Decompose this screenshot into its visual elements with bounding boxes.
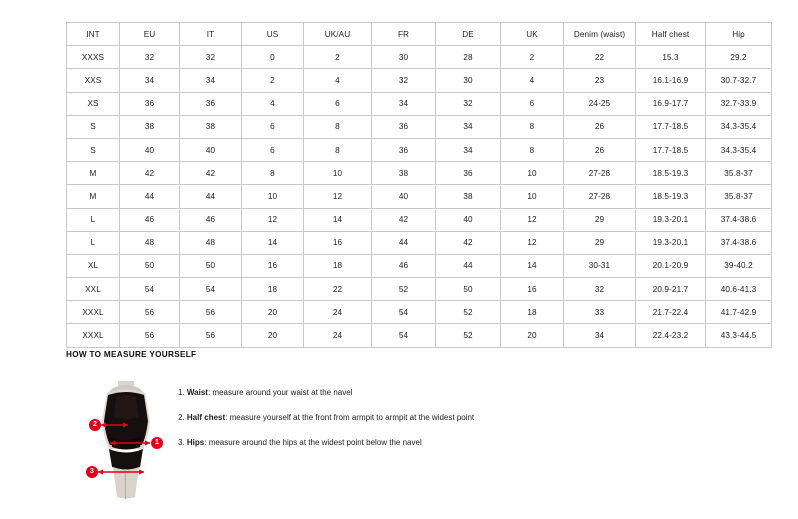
table-body (67, 46, 772, 347)
step-text-hips: : measure around the hips at the widest point below the navel (204, 438, 422, 447)
cell-hip: 37.4-38.6 (706, 231, 772, 254)
cell-it: 50 (180, 254, 242, 277)
table-header-row (67, 23, 772, 46)
cell-int: S (67, 115, 120, 138)
cell-fr: 46 (372, 254, 436, 277)
step-term-half-chest: Half chest (186, 413, 226, 422)
cell-de: 38 (436, 185, 501, 208)
cell-de: 40 (436, 208, 501, 231)
cell-eu: 44 (120, 185, 180, 208)
cell-uk: 10 (501, 162, 564, 185)
cell-half-chest: 19.3-20.1 (636, 208, 706, 231)
cell-it: 34 (180, 69, 242, 92)
measure-step-half-chest (178, 412, 698, 424)
column-header-hip: Hip (706, 23, 772, 46)
cell-denim-waist: 23 (564, 69, 636, 92)
measure-step-waist (178, 387, 698, 399)
step-term-waist: Waist (186, 388, 208, 397)
cell-uk: 20 (501, 324, 564, 347)
cell-hip: 35.8-37 (706, 185, 772, 208)
cell-uk-au: 14 (304, 208, 372, 231)
cell-fr: 44 (372, 231, 436, 254)
cell-hip: 40.6-41.3 (706, 278, 772, 301)
cell-de: 50 (436, 278, 501, 301)
cell-uk-au: 8 (304, 138, 372, 161)
cell-it: 44 (180, 185, 242, 208)
cell-eu: 34 (120, 69, 180, 92)
cell-hip: 32.7-33.9 (706, 92, 772, 115)
cell-uk: 12 (501, 208, 564, 231)
cell-it: 56 (180, 301, 242, 324)
cell-de: 34 (436, 138, 501, 161)
cell-it: 36 (180, 92, 242, 115)
cell-fr: 36 (372, 115, 436, 138)
table-row (67, 278, 772, 301)
cell-us: 6 (242, 115, 304, 138)
cell-us: 12 (242, 208, 304, 231)
cell-denim-waist: 34 (564, 324, 636, 347)
cell-eu: 46 (120, 208, 180, 231)
cell-uk-au: 24 (304, 301, 372, 324)
cell-fr: 54 (372, 301, 436, 324)
mannequin-svg (66, 377, 186, 505)
cell-denim-waist: 26 (564, 115, 636, 138)
cell-uk: 10 (501, 185, 564, 208)
cell-us: 10 (242, 185, 304, 208)
cell-it: 38 (180, 115, 242, 138)
cell-denim-waist: 30-31 (564, 254, 636, 277)
cell-uk: 8 (501, 115, 564, 138)
cell-int: M (67, 185, 120, 208)
cell-fr: 38 (372, 162, 436, 185)
mannequin-illustration (66, 377, 186, 505)
cell-de: 44 (436, 254, 501, 277)
table-row (67, 231, 772, 254)
cell-eu: 40 (120, 138, 180, 161)
cell-uk: 6 (501, 92, 564, 115)
cell-it: 54 (180, 278, 242, 301)
cell-denim-waist: 32 (564, 278, 636, 301)
cell-uk-au: 16 (304, 231, 372, 254)
cell-us: 8 (242, 162, 304, 185)
column-header-de: DE (436, 23, 501, 46)
cell-denim-waist: 29 (564, 231, 636, 254)
cell-uk-au: 12 (304, 185, 372, 208)
cell-denim-waist: 26 (564, 138, 636, 161)
cell-us: 0 (242, 46, 304, 69)
table-row (67, 324, 772, 347)
cell-hip: 34.3-35.4 (706, 138, 772, 161)
cell-it: 42 (180, 162, 242, 185)
cell-de: 36 (436, 162, 501, 185)
column-header-half-chest: Half chest (636, 23, 706, 46)
column-header-fr: FR (372, 23, 436, 46)
cell-uk-au: 2 (304, 46, 372, 69)
table-row (67, 138, 772, 161)
table-row (67, 254, 772, 277)
cell-fr: 42 (372, 208, 436, 231)
cell-denim-waist: 33 (564, 301, 636, 324)
table-row (67, 162, 772, 185)
cell-hip: 39-40.2 (706, 254, 772, 277)
cell-denim-waist: 29 (564, 208, 636, 231)
step-term-hips: Hips (186, 438, 205, 447)
cell-eu: 54 (120, 278, 180, 301)
column-header-denim-waist: Denim (waist) (564, 23, 636, 46)
cell-hip: 29.2 (706, 46, 772, 69)
cell-uk: 4 (501, 69, 564, 92)
cell-uk-au: 8 (304, 115, 372, 138)
measure-steps-list (178, 387, 698, 462)
cell-uk: 16 (501, 278, 564, 301)
cell-uk-au: 24 (304, 324, 372, 347)
cell-int: XXXL (67, 324, 120, 347)
step-number-2: 2. (178, 413, 185, 422)
cell-de: 34 (436, 115, 501, 138)
cell-denim-waist: 24-25 (564, 92, 636, 115)
cell-half-chest: 17.7-18.5 (636, 138, 706, 161)
cell-fr: 36 (372, 138, 436, 161)
measure-badge-3: 3 (86, 466, 98, 478)
cell-uk: 8 (501, 138, 564, 161)
cell-fr: 34 (372, 92, 436, 115)
step-number-1: 1. (178, 388, 185, 397)
cell-de: 52 (436, 324, 501, 347)
cell-fr: 40 (372, 185, 436, 208)
how-to-measure-title: HOW TO MEASURE YOURSELF (66, 350, 197, 359)
cell-us: 2 (242, 69, 304, 92)
measure-badge-1: 1 (151, 437, 163, 449)
cell-eu: 32 (120, 46, 180, 69)
cell-hip: 35.8-37 (706, 162, 772, 185)
cell-hip: 30.7-32.7 (706, 69, 772, 92)
cell-int: L (67, 208, 120, 231)
cell-uk: 12 (501, 231, 564, 254)
cell-half-chest: 18.5-19.3 (636, 185, 706, 208)
cell-eu: 38 (120, 115, 180, 138)
cell-us: 18 (242, 278, 304, 301)
cell-int: L (67, 231, 120, 254)
step-text-half-chest: : measure yourself at the front from armpit to armpit at the widest point (225, 413, 475, 422)
cell-half-chest: 16.9-17.7 (636, 92, 706, 115)
size-chart-table (66, 22, 772, 348)
cell-eu: 42 (120, 162, 180, 185)
cell-us: 14 (242, 231, 304, 254)
cell-eu: 48 (120, 231, 180, 254)
cell-int: XS (67, 92, 120, 115)
cell-uk-au: 10 (304, 162, 372, 185)
table-row (67, 185, 772, 208)
cell-us: 20 (242, 301, 304, 324)
cell-half-chest: 15.3 (636, 46, 706, 69)
cell-it: 56 (180, 324, 242, 347)
step-number-3: 3. (178, 438, 185, 447)
cell-uk-au: 18 (304, 254, 372, 277)
table-row (67, 301, 772, 324)
cell-us: 20 (242, 324, 304, 347)
cell-denim-waist: 22 (564, 46, 636, 69)
cell-uk-au: 22 (304, 278, 372, 301)
cell-eu: 36 (120, 92, 180, 115)
cell-half-chest: 19.3-20.1 (636, 231, 706, 254)
cell-eu: 56 (120, 301, 180, 324)
how-to-measure-body (66, 369, 746, 509)
measure-step-hips (178, 437, 698, 449)
cell-half-chest: 18.5-19.3 (636, 162, 706, 185)
table-row (67, 115, 772, 138)
column-header-it: IT (180, 23, 242, 46)
cell-us: 6 (242, 138, 304, 161)
step-text-waist: : measure around your waist at the navel (207, 388, 353, 397)
column-header-us: US (242, 23, 304, 46)
cell-uk-au: 6 (304, 92, 372, 115)
cell-it: 32 (180, 46, 242, 69)
measure-badge-2: 2 (89, 419, 101, 431)
cell-us: 16 (242, 254, 304, 277)
cell-hip: 37.4-38.6 (706, 208, 772, 231)
cell-fr: 32 (372, 69, 436, 92)
how-to-measure-section (66, 350, 746, 509)
cell-int: XXXS (67, 46, 120, 69)
cell-de: 52 (436, 301, 501, 324)
cell-half-chest: 20.9-21.7 (636, 278, 706, 301)
cell-denim-waist: 27-28 (564, 185, 636, 208)
cell-half-chest: 21.7-22.4 (636, 301, 706, 324)
cell-it: 40 (180, 138, 242, 161)
cell-int: XXXL (67, 301, 120, 324)
size-chart-container (66, 22, 757, 348)
cell-de: 42 (436, 231, 501, 254)
cell-eu: 56 (120, 324, 180, 347)
cell-de: 30 (436, 69, 501, 92)
cell-fr: 30 (372, 46, 436, 69)
cell-half-chest: 17.7-18.5 (636, 115, 706, 138)
cell-hip: 34.3-35.4 (706, 115, 772, 138)
cell-denim-waist: 27-28 (564, 162, 636, 185)
table-row (67, 69, 772, 92)
table-row (67, 46, 772, 69)
column-header-uk: UK (501, 23, 564, 46)
cell-int: XXL (67, 278, 120, 301)
cell-int: M (67, 162, 120, 185)
cell-half-chest: 16.1-16.9 (636, 69, 706, 92)
column-header-int: INT (67, 23, 120, 46)
cell-it: 48 (180, 231, 242, 254)
cell-int: S (67, 138, 120, 161)
cell-hip: 43.3-44.5 (706, 324, 772, 347)
cell-de: 28 (436, 46, 501, 69)
cell-uk: 18 (501, 301, 564, 324)
cell-uk: 2 (501, 46, 564, 69)
cell-de: 32 (436, 92, 501, 115)
cell-uk-au: 4 (304, 69, 372, 92)
table-row (67, 208, 772, 231)
column-header-eu: EU (120, 23, 180, 46)
cell-fr: 52 (372, 278, 436, 301)
cell-half-chest: 22.4-23.2 (636, 324, 706, 347)
cell-hip: 41.7-42.9 (706, 301, 772, 324)
cell-fr: 54 (372, 324, 436, 347)
cell-int: XXS (67, 69, 120, 92)
cell-half-chest: 20.1-20.9 (636, 254, 706, 277)
cell-uk: 14 (501, 254, 564, 277)
column-header-uk-au: UK/AU (304, 23, 372, 46)
cell-int: XL (67, 254, 120, 277)
cell-it: 46 (180, 208, 242, 231)
cell-us: 4 (242, 92, 304, 115)
cell-eu: 50 (120, 254, 180, 277)
table-header (67, 23, 772, 46)
table-row (67, 92, 772, 115)
